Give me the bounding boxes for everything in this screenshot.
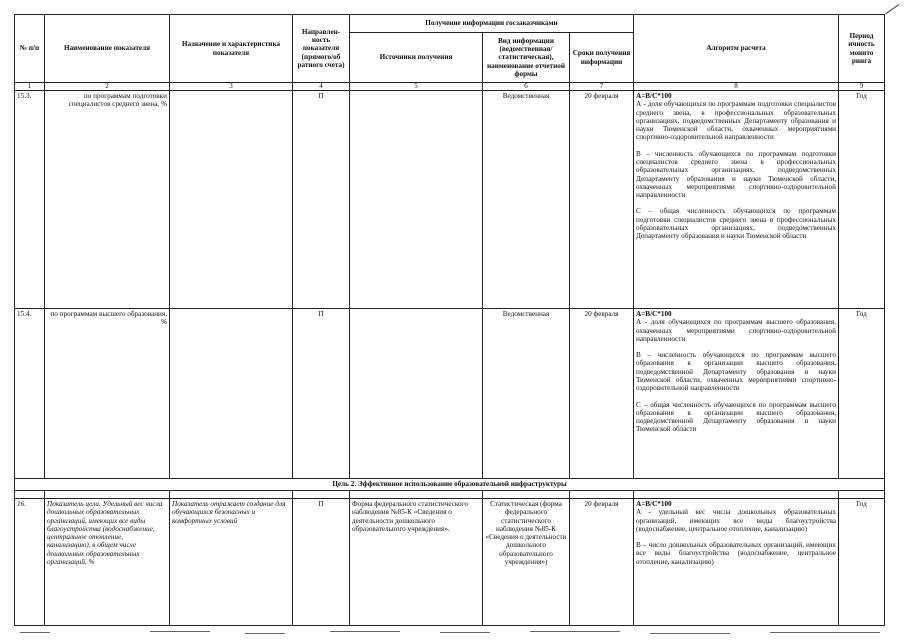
algo-definition-b: В – число дошкольных образовательных организаций, имеющих все виды благоустройства (водоснабжение, центральное отопление, канализацию) xyxy=(636,541,836,566)
algo-definition-b: В – численность обучающихся по программам высшего образования в организации высшего образования, подведомственной Департаменту образования и науки Тюменской области, охваченных мероприятиями спортивно-оздоровительной направленности xyxy=(636,351,836,393)
info-type: Статистическая (форма федерального статистического наблюдения №85-К «Сведения о деятельности дошкольного образовательного учреждения») xyxy=(483,499,570,626)
column-number: 7 xyxy=(570,83,634,91)
column-number: 6 xyxy=(483,83,570,91)
formula: А=В/С*100 xyxy=(636,92,672,100)
monitoring-period: Год xyxy=(839,91,885,309)
header-info-group: Получение информации госзаказчиками xyxy=(350,15,634,33)
indicator-name: Показатель цели. Удельный вес числа дошкольных образовательных организаций, имеющих все виды благоустройства (водоснабжение, центральное отопление, канализацию), в общем числе дошкольных образовательных организаций, % xyxy=(45,499,170,626)
indicator-direction: П xyxy=(293,91,350,309)
spacer-row xyxy=(15,491,885,499)
info-type: Ведомственная xyxy=(483,309,570,479)
calc-algorithm xyxy=(634,499,839,626)
header-purpose: Назначение и характеристика показателя xyxy=(170,15,293,83)
info-source: Форма федерального статистического наблюдения №85-К «Сведения о деятельности дошкольного образовательного учреждения». xyxy=(350,499,483,626)
spacer-cell xyxy=(483,491,570,499)
scan-artifacts xyxy=(0,626,905,640)
scan-mark-corner xyxy=(886,4,900,14)
header-info-type: Вид информации (ведомственная/ статистическая), наименование отчетной формы xyxy=(483,33,570,83)
indicators-table xyxy=(14,14,885,626)
indicator-direction: П xyxy=(293,499,350,626)
algo-definition-a: А - доля обучающихся по программам подготовки специалистов среднего звена, в профессиональных образовательных организациях, подведомственных Департаменту образования и науки Тюменской области, охваченных мероприятиями спортивно-оздоровительной направленности xyxy=(636,100,836,142)
column-number: 2 xyxy=(45,83,170,91)
info-deadline: 20 февраля xyxy=(570,91,634,309)
header-periodicity: Период ичность монито ринга xyxy=(839,15,885,83)
spacer-cell xyxy=(839,491,885,499)
column-number: 3 xyxy=(170,83,293,91)
header-direction: Направлен-ность показателя (прямого/об ратного счета) xyxy=(293,15,350,83)
spacer-cell xyxy=(293,491,350,499)
indicator-purpose xyxy=(170,309,293,479)
column-number: 9 xyxy=(839,83,885,91)
indicator-name: по программам подготовки специалистов среднего звена, % xyxy=(45,91,170,309)
column-numbers-row xyxy=(15,83,885,91)
info-deadline: 20 февраля xyxy=(570,499,634,626)
header-deadline: Сроки получения информации xyxy=(570,33,634,83)
algo-definition-a: А - удельный вес числа дошкольных образовательных организаций, имеющих все виды благоустройства (водоснабжение, центральное отопление, канализацию) xyxy=(636,508,836,533)
indicator-purpose xyxy=(170,91,293,309)
table-row-15-4 xyxy=(15,309,885,479)
column-number: 5 xyxy=(350,83,483,91)
algo-definition-c: С – общая численность обучающихся по программам подготовки специалистов среднего звена в профессиональных образовательных организациях, подведомственных Департаменту образования и науки Тюменской области xyxy=(636,207,836,241)
header-number: № п/п xyxy=(15,15,45,83)
monitoring-period: Год xyxy=(839,309,885,479)
header-algorithm: Алгоритм расчета xyxy=(634,15,839,83)
formula: А=В/С*100 xyxy=(636,500,672,508)
algo-definition-c: С – общая численность обучающихся по программам высшего образования в организации высшего образования, подведомственной Департаменту образования и науки Тюменской области xyxy=(636,400,836,434)
header-sources: Источники получения xyxy=(350,33,483,83)
spacer-cell xyxy=(570,491,634,499)
table-row-15-3 xyxy=(15,91,885,309)
algo-definition-a: А - доля обучающихся по программам высшего образования, охваченных мероприятиями спортивно-оздоровительной направленности xyxy=(636,318,836,343)
row-number: 15.3. xyxy=(15,91,45,309)
header-row-1 xyxy=(15,15,885,33)
spacer-cell xyxy=(350,491,483,499)
info-type: Ведомственная xyxy=(483,91,570,309)
goal-row xyxy=(15,479,885,491)
spacer-cell xyxy=(634,491,839,499)
table-row-16 xyxy=(15,499,885,626)
monitoring-period: Год xyxy=(839,499,885,626)
calc-algorithm xyxy=(634,309,839,479)
spacer-cell xyxy=(45,491,170,499)
spacer-cell xyxy=(170,491,293,499)
calc-algorithm xyxy=(634,91,839,309)
info-deadline: 20 февраля xyxy=(570,309,634,479)
formula: А=В/С*100 xyxy=(636,310,672,318)
indicator-direction: П xyxy=(293,309,350,479)
indicator-purpose: Показатель отражает создание для обучающихся безопасных и комфортных условий xyxy=(170,499,293,626)
column-number: 1 xyxy=(15,83,45,91)
algo-definition-b: В – численность обучающихся по программам подготовки специалистов среднего звена в профессиональных образовательных организациях, подведомственных Департаменту образования и науки Тюменской области, охваченных мероприятиями спортивно-оздоровительной направленности xyxy=(636,149,836,200)
info-source xyxy=(350,309,483,479)
goal-title: Цель 2. Эффективное использование образовательной инфраструктуры xyxy=(15,479,885,491)
column-number: 8 xyxy=(634,83,839,91)
spacer-cell xyxy=(15,491,45,499)
indicator-name: по программам высшего образования, % xyxy=(45,309,170,479)
row-number: 16. xyxy=(15,499,45,626)
info-source xyxy=(350,91,483,309)
column-number: 4 xyxy=(293,83,350,91)
header-indicator-name: Наименование показателя xyxy=(45,15,170,83)
row-number: 15.4. xyxy=(15,309,45,479)
